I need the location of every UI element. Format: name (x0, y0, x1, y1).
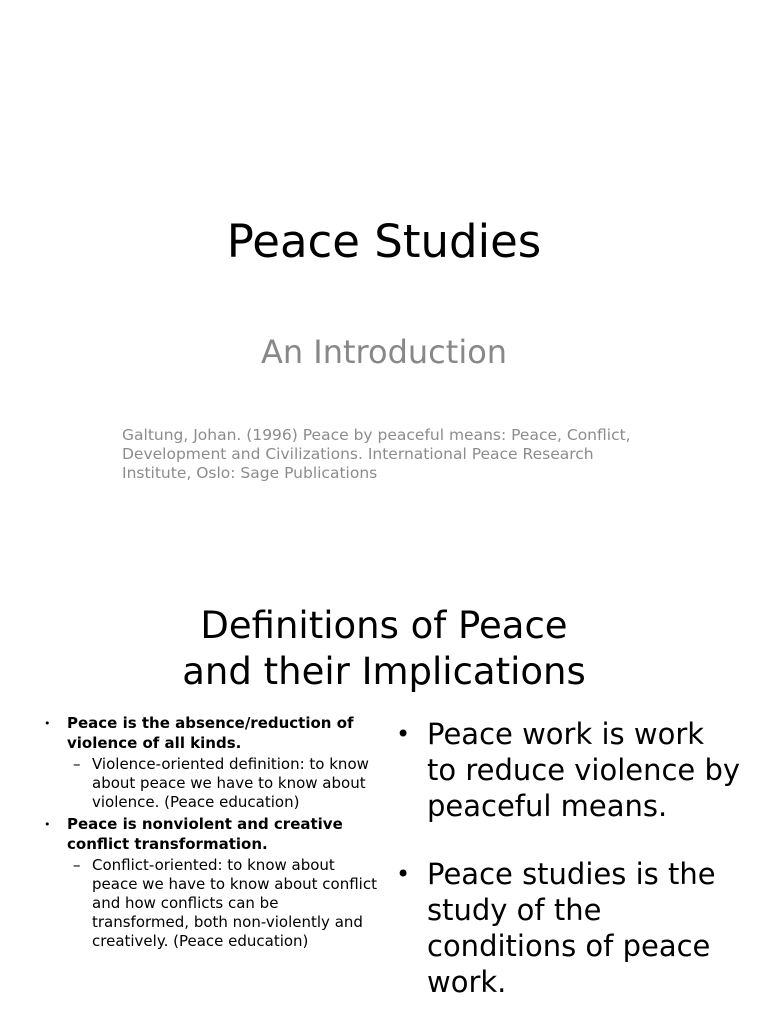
slide2-title-line1: Definitions of Peace (200, 604, 568, 647)
list-item-text: Peace is nonviolent and creative conflict transformation. (67, 815, 343, 853)
slide1-subtitle: An Introduction (260, 333, 508, 371)
sub-list-item-text: Violence-oriented definition: to know about peace we have to know about violence. (Peace education) (92, 755, 369, 811)
slide2-title (0, 603, 768, 695)
list-item (392, 716, 742, 824)
bullet-icon: • (44, 717, 51, 730)
list-item (40, 714, 380, 753)
list-item-text: Peace is the absence/reduction of violence of all kinds. (67, 714, 354, 752)
dash-icon: – (73, 755, 81, 773)
left-column (40, 714, 380, 954)
bullet-icon: • (396, 860, 411, 888)
list-item-text: Peace work is work to reduce violence by peaceful means. (427, 717, 741, 823)
list-item (40, 815, 380, 854)
sub-list-item (40, 755, 380, 812)
bullet-icon: • (44, 818, 51, 831)
bullet-icon: • (396, 720, 411, 748)
slide2-title-line2: and their Implications (182, 650, 586, 693)
slide1-title: Peace Studies (226, 215, 542, 268)
right-column (392, 716, 742, 1024)
sub-list-item-text: Conflict-oriented: to know about peace we have to know about conflict and how conflicts can be transformed, both non-violently and creatively. (Peace education) (92, 856, 377, 950)
citation: Galtung, Johan. (1996) Peace by peaceful means: Peace, Conflict, Development and Civilizations. International Peace Research Institute, Oslo: Sage Publications (122, 426, 631, 482)
dash-icon: – (73, 856, 81, 874)
list-item (392, 856, 742, 1000)
list-item-text: Peace studies is the study of the conditions of peace work. (427, 857, 716, 999)
sub-list-item (40, 856, 380, 951)
